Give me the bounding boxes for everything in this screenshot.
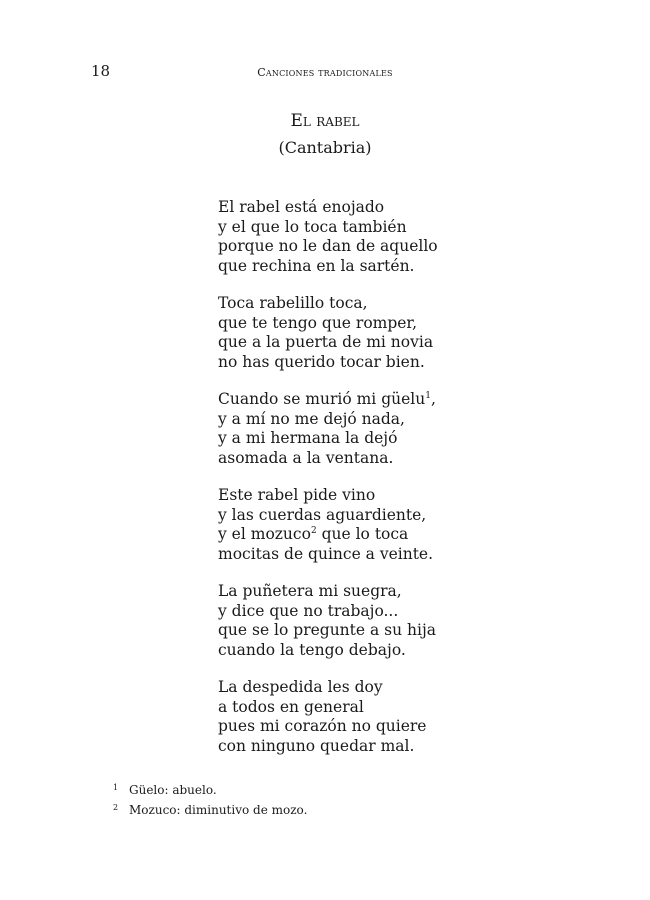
verse-line: El rabel está enojado	[218, 198, 385, 216]
footnote	[113, 779, 307, 799]
verse-line: mocitas de quince a veinte.	[218, 544, 434, 563]
stanza	[218, 294, 438, 372]
stanza	[218, 198, 438, 276]
verse-text: que lo toca	[316, 525, 409, 543]
verse-line: y a mi hermana la dejó	[218, 429, 398, 447]
running-head: Canciones tradicionales	[257, 66, 393, 79]
page-number: 18	[91, 62, 111, 80]
footnote-text: Güelo: abuelo.	[129, 783, 217, 797]
stanza	[218, 486, 438, 564]
verse-text: ,	[430, 390, 436, 408]
verse-line: que te tengo que romper,	[218, 313, 418, 332]
verse-text: Cuando se murió mi güelu	[218, 390, 426, 408]
poem-title: El rabel	[290, 111, 360, 131]
footnotes	[113, 779, 307, 819]
verse-line: con ninguno quedar mal.	[218, 736, 415, 755]
verse-line: que se lo pregunte a su hija	[218, 621, 437, 639]
verse-line: que a la puerta de mi novia	[218, 333, 434, 351]
footnote-ref: 2	[310, 526, 317, 536]
verse-line: pues mi corazón no quiere	[218, 717, 427, 735]
verse-text: y el mozuco	[218, 525, 311, 543]
verse-line: y el que lo toca también	[218, 217, 407, 236]
verse-line: cuando la tengo debajo.	[218, 640, 406, 659]
verse-line: y a mí no me dejó nada,	[218, 409, 405, 428]
verse-line: porque no le dan de aquello	[218, 237, 438, 255]
footnote-mark: 2	[113, 803, 119, 812]
footnote-ref: 1	[425, 391, 431, 401]
stanza	[218, 582, 438, 660]
poem-body	[218, 198, 438, 774]
verse-line: y las cuerdas aguardiente,	[218, 505, 427, 524]
stanza	[218, 678, 438, 756]
verse-line	[218, 390, 438, 410]
verse-line: no has querido tocar bien.	[218, 352, 425, 371]
poem-subtitle: (Cantabria)	[278, 138, 372, 157]
verse-line: a todos en general	[218, 697, 364, 716]
footnote-text: Mozuco: diminutivo de mozo.	[129, 803, 308, 817]
verse-line: Este rabel pide vino	[218, 486, 376, 504]
verse-line: La despedida les doy	[218, 678, 383, 696]
verse-line: asomada a la ventana.	[218, 448, 394, 467]
verse-line: y dice que no trabajo...	[218, 601, 399, 620]
stanza	[218, 390, 438, 468]
footnote	[113, 799, 307, 819]
verse-line: La puñetera mi suegra,	[218, 582, 402, 600]
footnote-mark: 1	[113, 783, 119, 792]
verse-line: que rechina en la sartén.	[218, 256, 415, 275]
verse-line: Toca rabelillo toca,	[218, 294, 368, 312]
verse-line	[218, 525, 438, 545]
